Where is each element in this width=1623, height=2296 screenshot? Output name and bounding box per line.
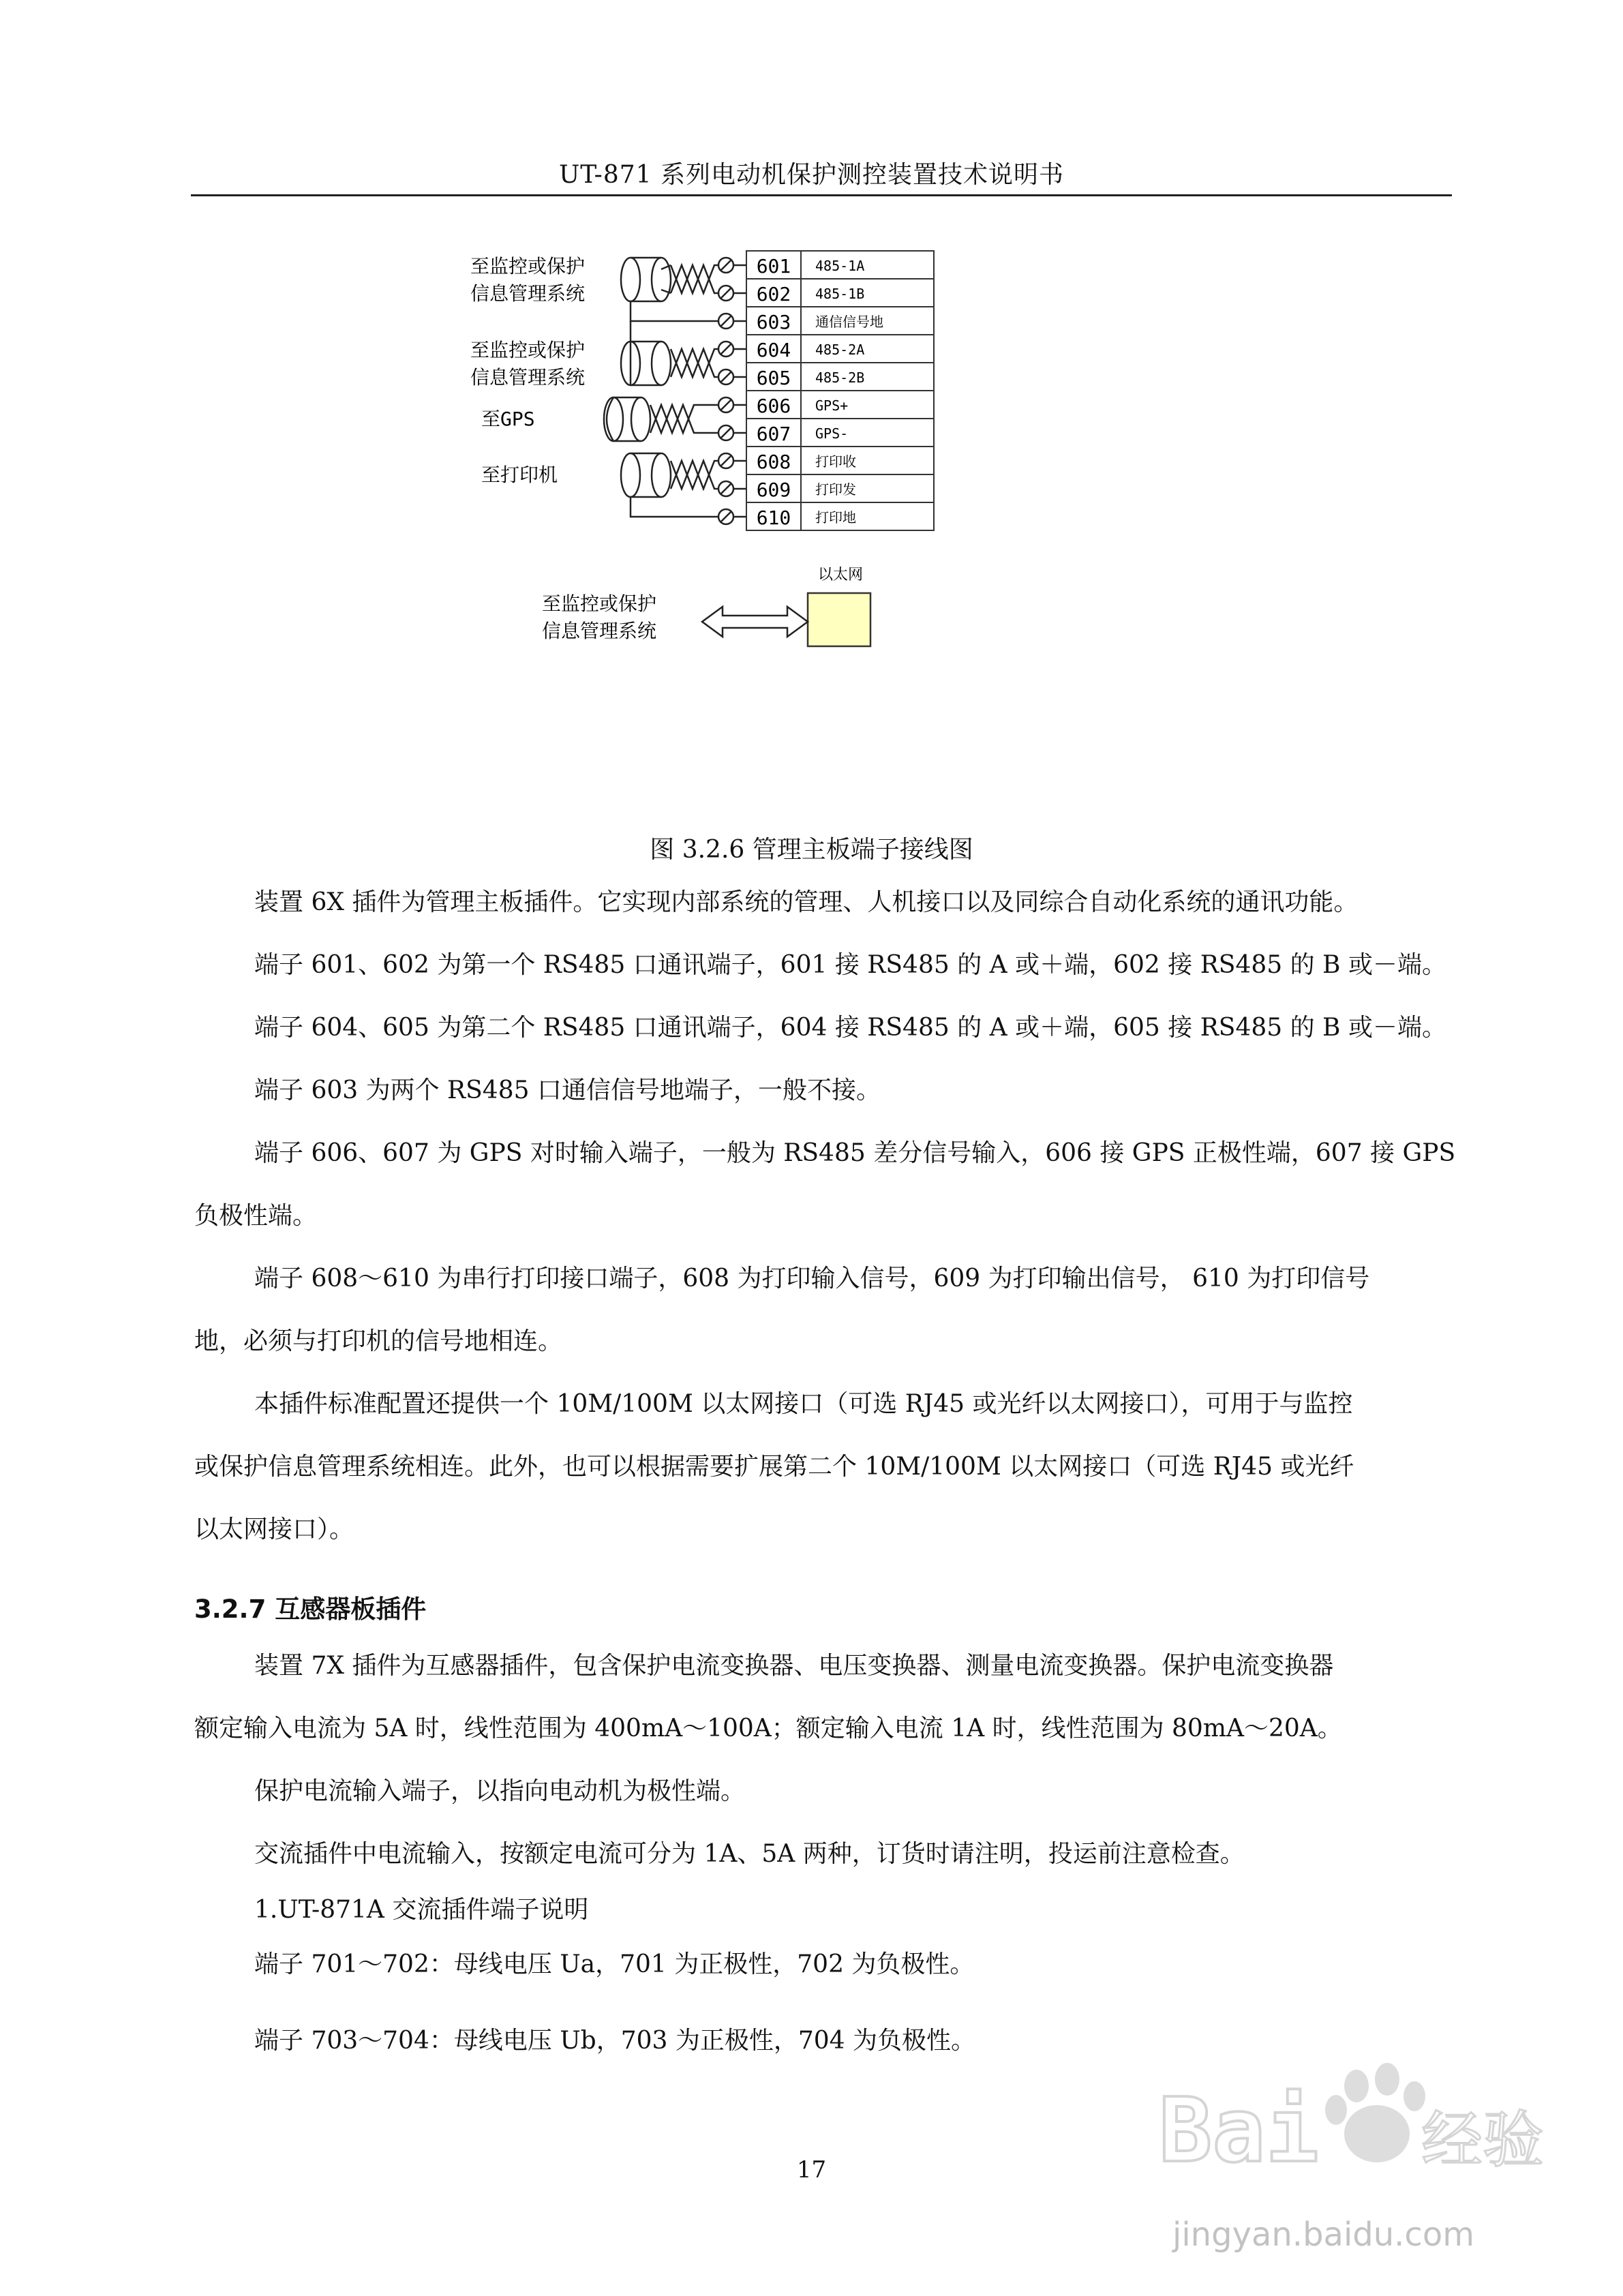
baidu-watermark-logo: [1152, 2059, 1544, 2216]
ethernet-port-box: [808, 593, 870, 646]
terminal-num: 603: [756, 311, 791, 333]
cable-icon: [604, 397, 718, 441]
section-title: 3.2.7 互感器板插件: [194, 1595, 427, 1624]
paragraph-line: 地，必须与打印机的信号地相连。: [194, 1327, 563, 1355]
terminal-num: 604: [756, 339, 791, 361]
diagram-left-label: 信息管理系统: [470, 282, 586, 305]
terminal-desc: 打印地: [815, 509, 856, 526]
ethernet-target-label: 至监控或保护: [542, 592, 657, 615]
paragraph-line: 或保护信息管理系统相连。此外，也可以根据需要扩展第二个 10M/100M 以太网接口（可选 RJ45 或光纤: [194, 1453, 1354, 1481]
paragraph-line: 以太网接口）。: [194, 1515, 354, 1543]
paragraph-line: 装置 6X 插件为管理主板插件。它实现内部系统的管理、人机接口以及同综合自动化系统的通讯功能。: [254, 888, 1359, 916]
diagram-left-label: 信息管理系统: [470, 366, 586, 389]
terminal-num: 610: [756, 507, 791, 529]
paragraph-line: 额定输入电流为 5A 时，线性范围为 400mA～100A；额定输入电流 1A 时，线性范围为 80mA～20A。: [194, 1715, 1342, 1742]
terminal-desc: 打印发: [815, 481, 856, 498]
subsection: [194, 1883, 1431, 1992]
paragraph: [194, 1760, 1431, 1823]
cable-icon: [621, 342, 718, 385]
paragraph: [194, 1122, 1456, 1248]
terminal-num: 606: [756, 395, 791, 417]
paragraph: [194, 871, 1431, 934]
terminal-num: 605: [756, 367, 791, 389]
paragraph-line: 交流插件中电流输入，按额定电流可分为 1A、5A 两种，订货时请注明，投运前注意检查。: [254, 1840, 1245, 1868]
terminal-num: 607: [756, 423, 791, 445]
diagram-left-label: 至监控或保护: [470, 339, 586, 361]
terminal-desc: 485-2A: [815, 342, 865, 358]
page-number: 17: [796, 2156, 827, 2184]
terminal-screw-icons: [718, 258, 733, 524]
cable-icon: [621, 453, 718, 497]
terminal-num: 601: [756, 255, 791, 277]
terminal-desc: 485-1A: [815, 258, 865, 274]
paragraph: [194, 1248, 1431, 1373]
terminal-num: 609: [756, 479, 791, 501]
terminal-desc: GPS+: [815, 397, 849, 414]
paragraph-line: 端子 604、605 为第二个 RS485 口通讯端子，604 接 RS485 的 A 或＋端，605 接 RS485 的 B 或－端。: [254, 1014, 1446, 1042]
paragraph-line: 端子 608～610 为串行打印接口端子，608 为打印输入信号，609 为打印输出信号， 610 为打印信号: [254, 1265, 1370, 1293]
paragraph: [194, 934, 1446, 997]
paragraph-line: 负极性端。: [194, 1202, 318, 1230]
paragraph-line: 装置 7X 插件为互感器插件，包含保护电流变换器、电压变换器、测量电流变换器。保护电流变换器: [254, 1652, 1334, 1680]
subsection-item: 端子 701～702：母线电压 Ua，701 为正极性，702 为负极性。: [254, 1950, 975, 1978]
diagram-left-label: 至GPS: [481, 408, 535, 430]
paragraph: [194, 1373, 1431, 1561]
svg-text:经验: 经验: [1421, 2104, 1544, 2176]
terminal-num: 608: [756, 451, 791, 473]
diagram-left-label: 至打印机: [481, 464, 558, 486]
ethernet-target-label: 信息管理系统: [542, 620, 657, 642]
ethernet-label: 以太网: [818, 567, 864, 584]
paragraph: [194, 1823, 1431, 1886]
subsection-item: 端子 703～704：母线电压 Ub，703 为正极性，704 为负极性。: [254, 2027, 976, 2055]
paragraph-line: 端子 601、602 为第一个 RS485 口通讯端子，601 接 RS485 的 A 或＋端，602 接 RS485 的 B 或－端。: [254, 951, 1446, 979]
paragraph: [194, 1059, 1431, 1122]
page-header: UT-871 系列电动机保护测控装置技术说明书: [558, 161, 1065, 189]
terminal-desc: GPS-: [815, 425, 849, 442]
paragraph-line: 保护电流输入端子，以指向电动机为极性端。: [254, 1777, 746, 1805]
diagram-left-label: 至监控或保护: [470, 255, 586, 277]
paragraph-line: 端子 603 为两个 RS485 口通信信号地端子，一般不接。: [254, 1076, 881, 1104]
paragraph: [194, 997, 1446, 1059]
terminal-desc: 485-2B: [815, 369, 865, 386]
watermark-url: jingyan.baidu.com: [1172, 2216, 1474, 2254]
paragraph-line: 端子 606、607 为 GPS 对时输入端子，一般为 RS485 差分信号输入，606 接 GPS 正极性端，607 接 GPS: [254, 1139, 1456, 1167]
figure-caption: 图 3.2.6 管理主板端子接线图: [650, 836, 973, 864]
paragraph-line: 本插件标准配置还提供一个 10M/100M 以太网接口（可选 RJ45 或光纤以太网接口），可用于与监控: [254, 1390, 1353, 1418]
terminal-desc: 485-1B: [815, 286, 865, 302]
svg-text:Bai: Bai: [1159, 2079, 1319, 2182]
subsection-title: 1.UT-871A 交流插件端子说明: [254, 1896, 589, 1924]
terminal-desc: 通信信号地: [815, 314, 883, 330]
terminal-desc: 打印收: [815, 453, 856, 470]
paragraph: [194, 1635, 1431, 1760]
double-arrow-icon: [702, 607, 808, 637]
terminal-num: 602: [756, 283, 791, 305]
terminal-wiring-diagram: [0, 0, 1623, 818]
cable-icon: [621, 258, 718, 301]
